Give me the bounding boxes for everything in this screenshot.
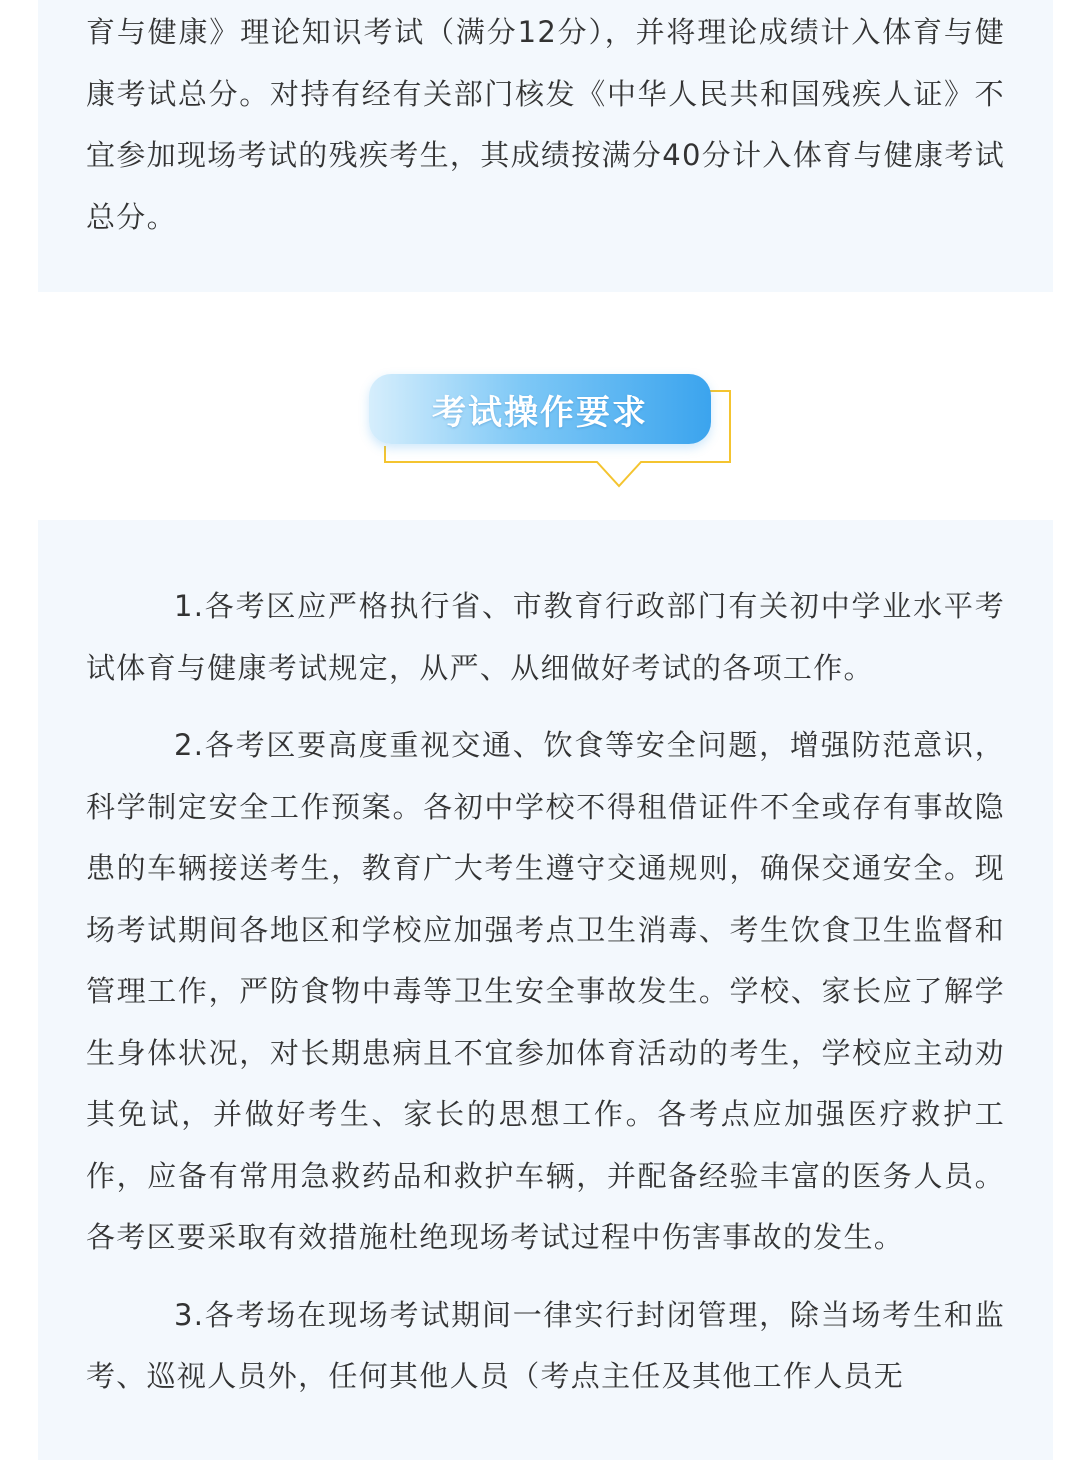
paragraph-item-3: 3.各考场在现场考试期间一律实行封闭管理，除当场考生和监考、巡视人员外，任何其他人员（考点主任及其他工作人员无 bbox=[86, 1297, 1005, 1393]
main-text-card bbox=[38, 520, 1053, 1460]
heading-pill bbox=[369, 374, 711, 444]
top-text-card bbox=[38, 0, 1053, 292]
paragraph-item-2: 2.各考区要高度重视交通、饮食等安全问题，增强防范意识，科学制定安全工作预案。各初中学校不得租借证件不全或存有事故隐患的车辆接送考生，教育广大考生遵守交通规则，确保交通安全。现场考试期间各地区和学校应加强考点卫生消毒、考生饮食卫生监督和管理工作，严防食物中毒等卫生安全事故发生。学校、家长应了解学生身体状况，对长期患病且不宜参加体育活动的考生，学校应主动劝其免试，并做好考生、家长的思想工作。各考点应加强医疗救护工作，应备有常用急救药品和救护车辆，并配备经验丰富的医务人员。各考区要采取有效措施杜绝现场考试过程中伤害事故的发生。 bbox=[86, 728, 1005, 1254]
paragraph-item-1: 1.各考区应严格执行省、市教育行政部门有关初中学业水平考试体育与健康考试规定，从严、从细做好考试的各项工作。 bbox=[86, 589, 1005, 685]
top-paragraph: 育与健康》理论知识考试（满分12分），并将理论成绩计入体育与健康考试总分。对持有经有关部门核发《中华人民共和国残疾人证》不宜参加现场考试的残疾考生，其成绩按满分40分计入体育与健康考试总分。 bbox=[86, 15, 1005, 234]
section-title: 考试操作要求 bbox=[432, 392, 648, 433]
section-heading bbox=[369, 374, 731, 490]
